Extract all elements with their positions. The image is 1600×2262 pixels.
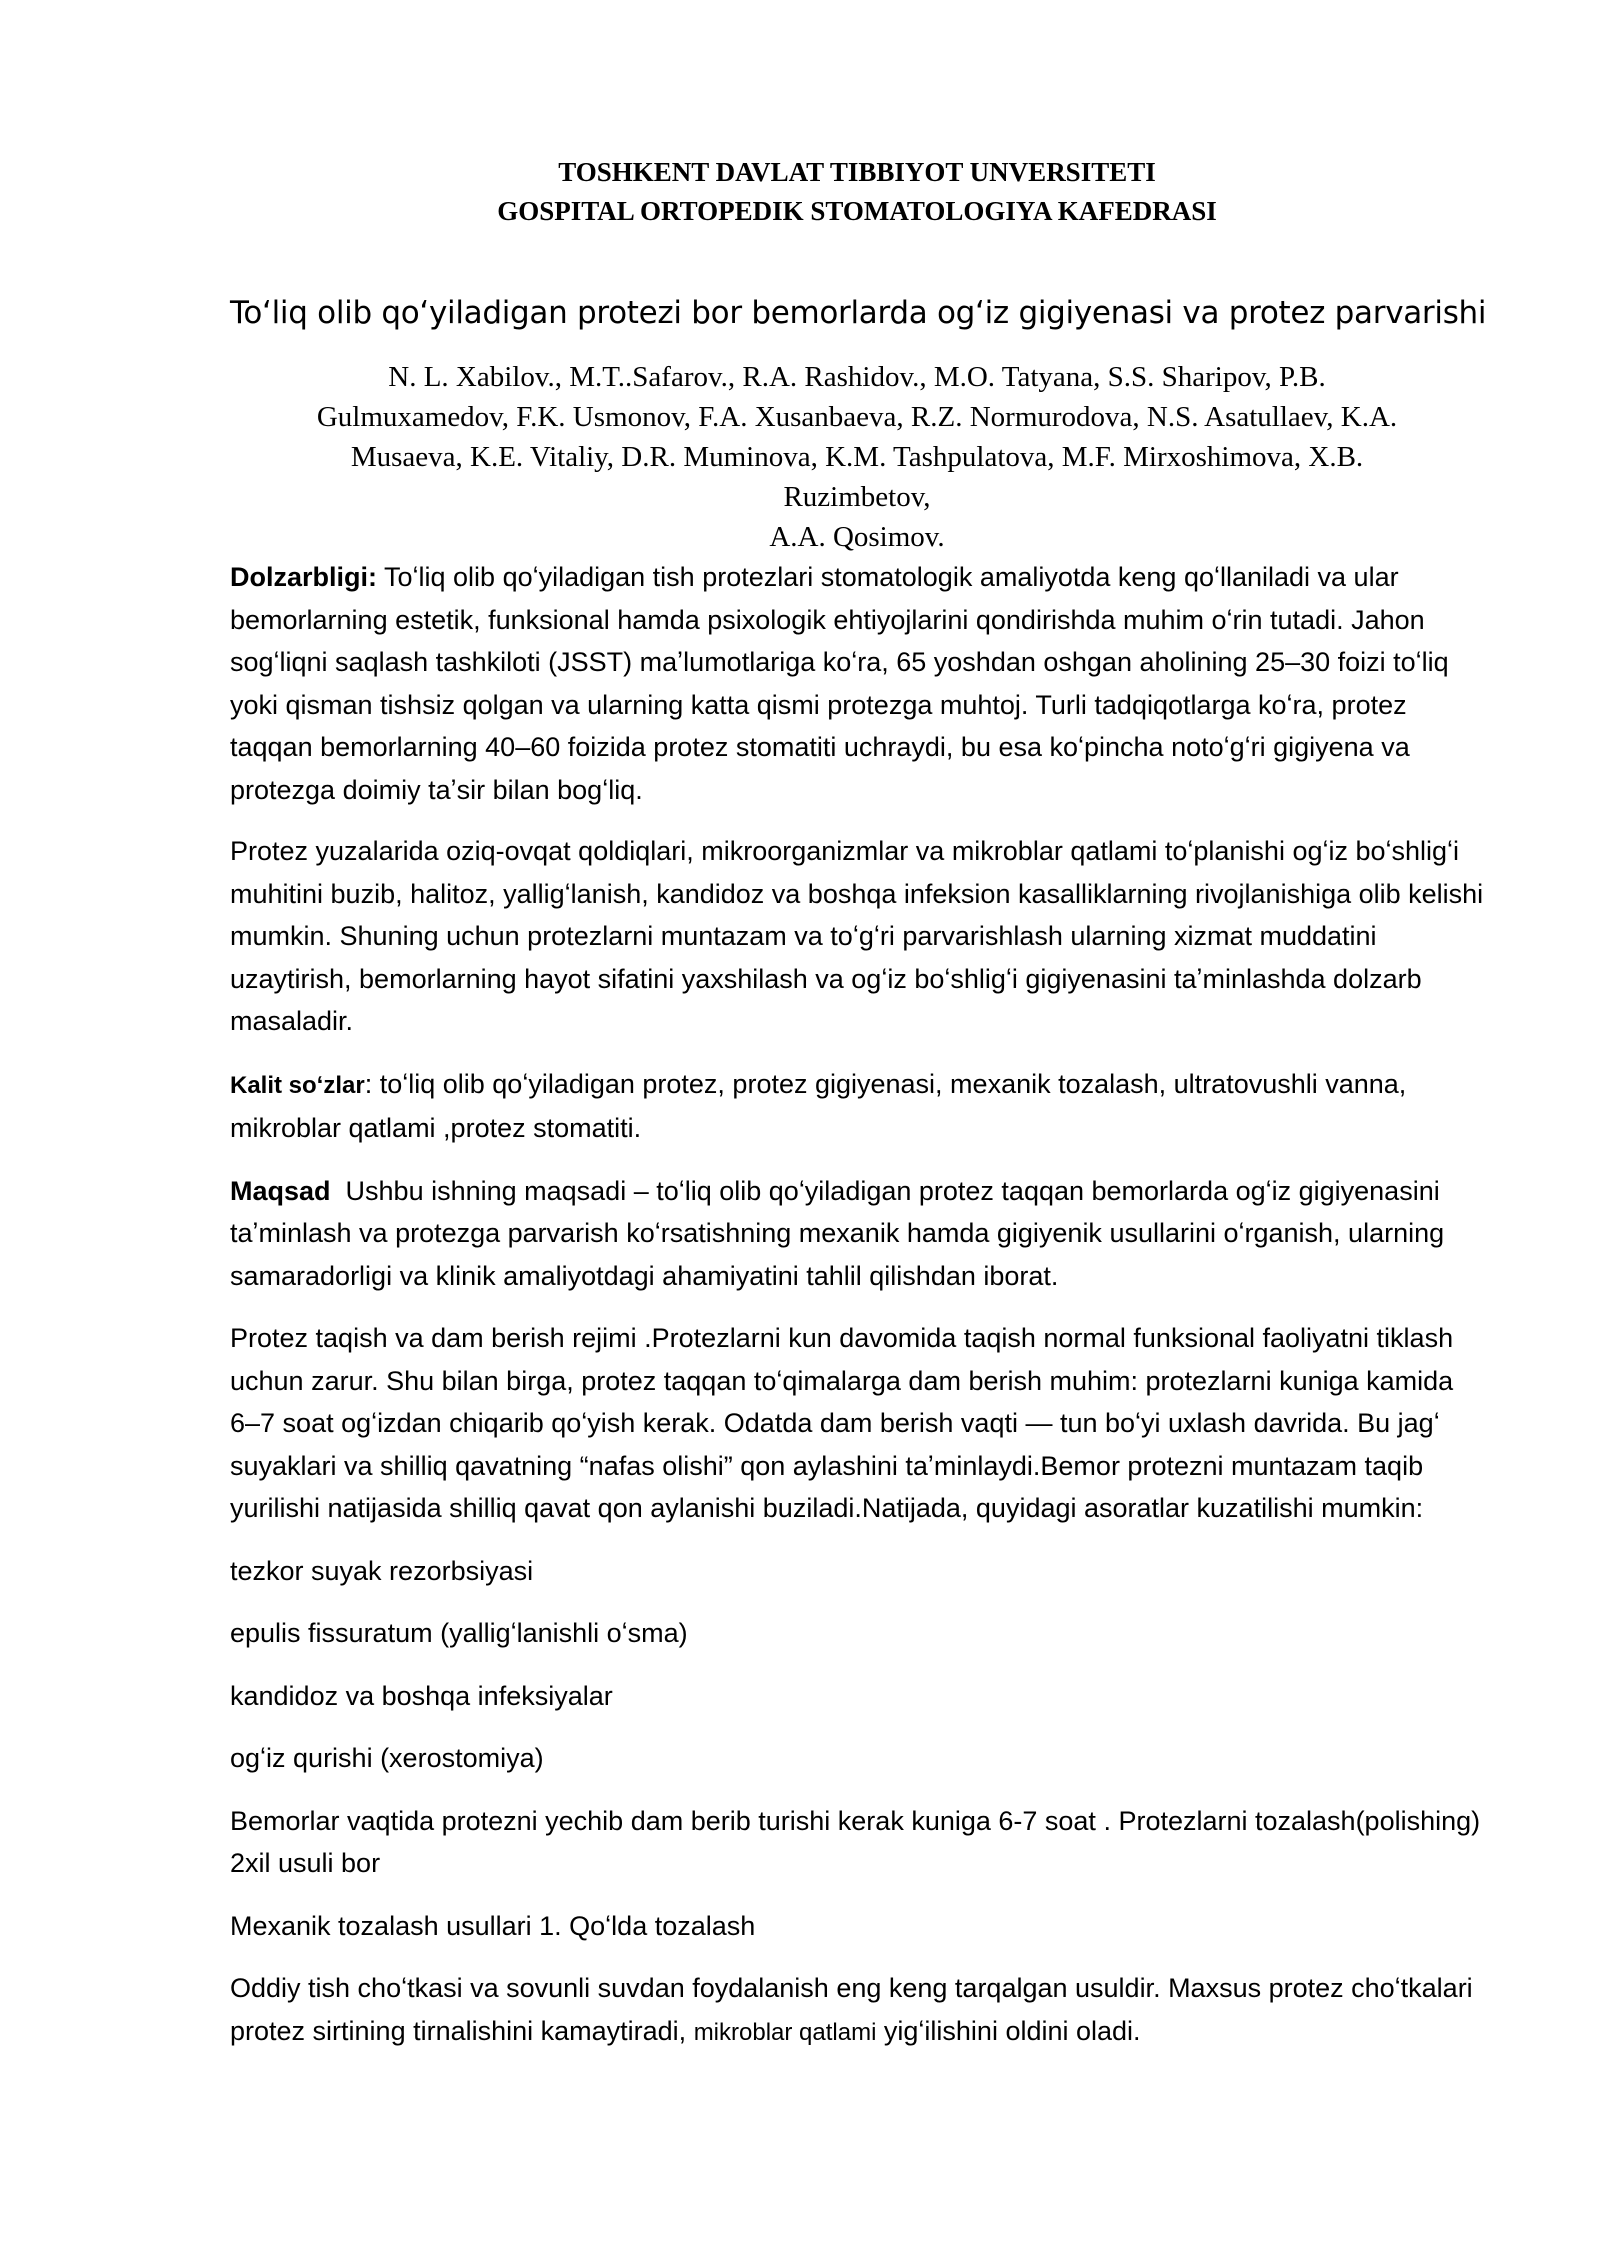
authors-line-5: A.A. Qosimov. (769, 521, 945, 553)
list-item: ogʻiz qurishi (xerostomiya) (230, 1743, 544, 1773)
authors-line-3: Musaeva, K.E. Vitaliy, D.R. Muminova, K.M. Tashpulatova, M.F. Mirxoshimova, X.B. (350, 441, 1364, 473)
body-paragraph: Bemorlar vaqtida protezni yechib dam berib turishi kerak kuniga 6-7 soat . Protezlarni tozalash(polishing) 2xil usuli bor (230, 1805, 1481, 1878)
list-item: tezkor suyak rezorbsiyasi (230, 1555, 534, 1586)
list-item: kandidoz va boshqa infeksiyalar (230, 1680, 613, 1711)
department-name: GOSPITAL ORTOPEDIK STOMATOLOGIYA KAFEDRASI (497, 196, 1217, 226)
aim-paragraph (230, 1170, 1486, 1298)
body-paragraph: Protez yuzalarida oziq-ovqat qoldiqlari, mikroorganizmlar va mikroblar qatlami toʻplanishi ogʻiz boʻshligʻi muhitini buzib, halitoz, yalligʻlanish, kandidoz va boshqa infeksion kasalliklarning rivojlanishiga olib kelishi mumkin. Shuning uchun protezlarni muntazam va toʻgʻri parvarishlash ularning xizmat muddatini uzaytirish, bemorlarning hayot sifatini yaxshilash va ogʻiz boʻshligʻi gigiyenasini taʼminlashda dolzarb masaladir. (230, 836, 1484, 1036)
authors-line-4: Ruzimbetov, (783, 481, 931, 513)
relevance-text: Toʻliq olib qoʻyiladigan tish protezlari stomatologik amaliyotda keng qoʻllaniladi va ular bemorlarning estetik, funksional hamda psixologik ehtiyojlarini qondirishda muhim oʻrin tutadi. Jahon sogʻliqni saqlash tashkiloti (JSST) maʼlumotlariga koʻra, 65 yoshdan oshgan aholining 25–30 foizi toʻliq yoki qisman tishsiz qolgan va ularning katta qismi protezga muhtoj. Turli tadqiqotlarga koʻra, protez taqqan bemorlarning 40–60 foizida protez stomatiti uchraydi, bu esa koʻpincha notoʻgʻri gigiyena va protezga doimiy taʼsir bilan bogʻliq. (230, 562, 1449, 805)
body-paragraph (230, 1967, 1486, 2054)
keywords-text: : toʻliq olib qoʻyiladigan protez, protez gigiyenasi, mexanik tozalash, ultratovushli vanna, mikroblar qatlami ,protez stomatiti. (230, 1068, 1407, 1143)
text-run: mikroblar qatlami (693, 2018, 877, 2046)
authors-line-1: N. L. Xabilov., M.T..Safarov., R.A. Rashidov., M.O. Tatyana, S.S. Sharipov, P.B. (388, 361, 1326, 393)
author-list (230, 357, 1484, 557)
keywords-paragraph (230, 1063, 1486, 1150)
relevance-label: Dolzarbligi: (230, 562, 377, 592)
aim-text: Ushbu ishning maqsadi – toʻliq olib qoʻyiladigan protez taqqan bemorlarda ogʻiz gigiyenasini taʼminlash va protezga parvarish koʻrsatishning mexanik hamda gigiyenik usullarini oʻrganish, ularning samaradorligi va klinik amaliyotdagi ahamiyatini tahlil qilishdan iborat. (230, 1175, 1452, 1291)
text-run: yigʻilishini oldini oladi. (876, 2015, 1141, 2046)
article-body (230, 556, 1486, 2074)
list-item: epulis fissuratum (yalligʻlanishli oʻsma) (230, 1618, 688, 1648)
body-paragraph: Mexanik tozalash usullari 1. Qoʻlda tozalash (230, 1910, 756, 1941)
aim-label: Maqsad (230, 1175, 331, 1206)
body-paragraph: Protez taqish va dam berish rejimi .Protezlarni kun davomida taqish normal funksional faoliyatni tiklash uchun zarur. Shu bilan birga, protez taqqan toʻqimalarga dam berish muhim: protezlarni kuniga kamida 6–7 soat ogʻizdan chiqarib qoʻyish kerak. Odatda dam berish vaqti — tun boʻyi uxlash davrida. Bu jagʻ suyaklari va shilliq qavatning “nafas olishi” qon aylashini taʼminlaydi.Bemor protezni muntazam taqib yurilishi natijasida shilliq qavat qon aylanishi buziladi.Natijada, quyidagi asoratlar kuzatilishi mumkin: (230, 1323, 1454, 1523)
relevance-paragraph (230, 556, 1486, 811)
institution-header (230, 153, 1484, 231)
article-title: Toʻliq olib qoʻyiladigan protezi bor bemorlarda ogʻiz gigiyenasi va protez parvarishi (230, 295, 1487, 331)
university-name: TOSHKENT DAVLAT TIBBIYOT UNVERSITETI (558, 157, 1156, 187)
keywords-label: Kalit soʻzlar (230, 1071, 365, 1099)
text-run: Oddiy tish choʻtkasi va sovunli suvdan foydalanish eng keng tarqalgan usuldir. Maxsus protez choʻtkalari protez sirtining tirnalishini kamaytiradi, (230, 1973, 1473, 2046)
authors-line-2: Gulmuxamedov, F.K. Usmonov, F.A. Xusanbaeva, R.Z. Normurodova, N.S. Asatullaev, K.A. (316, 401, 1398, 433)
